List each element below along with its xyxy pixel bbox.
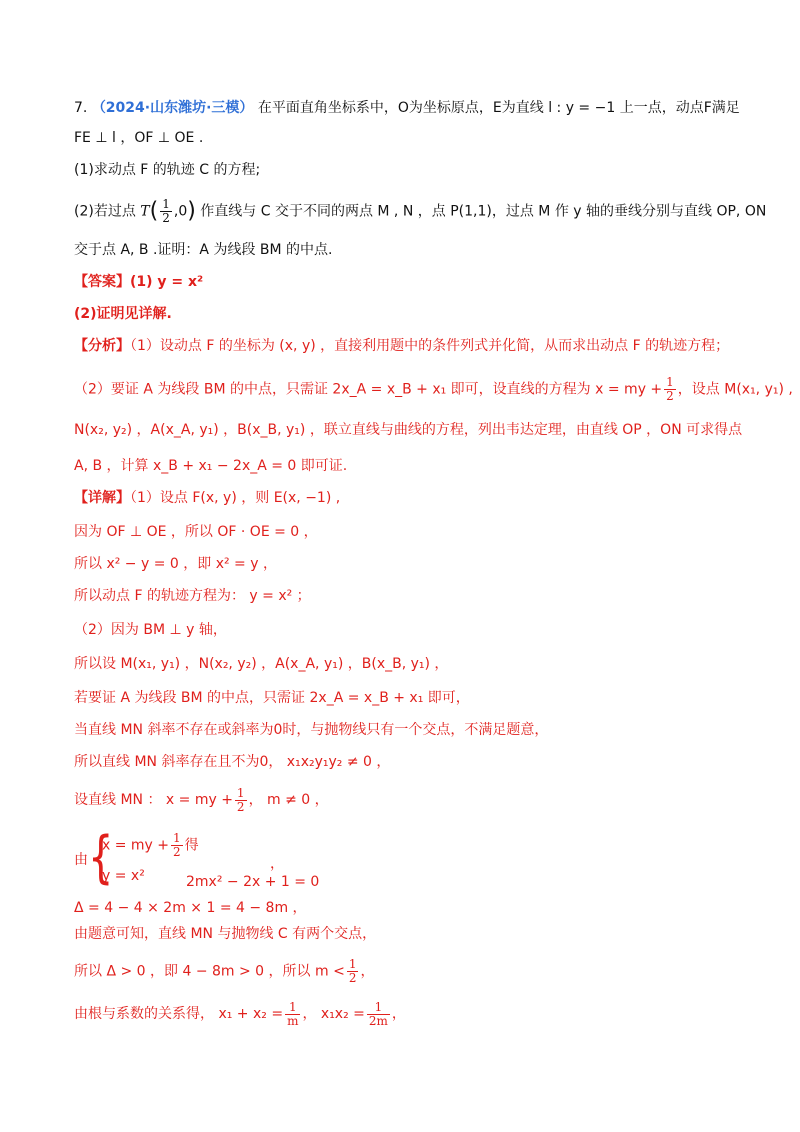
analysis-text-1: （1）设动点 F 的坐标为 (x, y) ，直接利用题中的条件列式并化简，从而求出动点 F 的轨迹方程； (130, 338, 730, 354)
analysis-line-2 (74, 376, 793, 403)
fraction-one-half: $\frac{1}{2}$ (173, 831, 181, 859)
detail-text-13: 由题意可知，直线 MN 与抛物线 C 有两个交点， (74, 926, 377, 942)
analysis-line-1 (74, 336, 729, 356)
analysis-text-2a: （2）要证 A 为线段 BM 的中点，只需证 2x_A = x_B + x₁ 即可，设直线的方程为 x = my + (74, 381, 663, 398)
detail-text-12: Δ = 4 − 4 × 2m × 1 = 4 − 8m ， (74, 900, 307, 916)
fraction-one-half: $\frac{1}{2}$ (348, 957, 357, 985)
detail-text-15b: ， x₁x₂ = (302, 1006, 365, 1022)
detail-text-14b: ， (360, 963, 375, 980)
detail-text-7: 若要证 A 为线段 BM 的中点，只需证 2x_A = x_B + x₁ 即可， (74, 690, 470, 706)
detail-text-5: （2）因为 BM ⊥ y 轴， (74, 622, 227, 638)
detail-text-8: 当直线 MN 斜率不存在或斜率为0时，与抛物线只有一个交点，不满足题意， (74, 722, 549, 738)
problem-source: （2024·山东潍坊·三模） (91, 100, 254, 116)
fraction-one-half: $\frac{1}{2}$ (666, 375, 674, 403)
detail-text-2: 因为 OF ⊥ OE ，所以 OF · OE = 0 ， (74, 524, 318, 540)
answer-1: (1) y = x² (130, 274, 204, 290)
fraction-one-over-2m: $\frac{1}{2m}$ (368, 999, 388, 1028)
detail-text-10a: 设直线 MN ： x = my + (74, 792, 233, 808)
fraction-one-over-m: $\frac{1}{m}$ (287, 999, 299, 1028)
system-row-2: y = x² (102, 868, 145, 884)
system-de: 得 (184, 837, 199, 854)
system-row-1: x = my + $\frac{1}{2}$ 得 (102, 831, 199, 859)
question-1: (1)求动点 F 的轨迹 C 的方程; (74, 162, 261, 178)
analysis-text-3: N(x₂, y₂) ，A(x_A, y₁) ，B(x_B, y₁) ，联立直线与曲线的方程，列出韦达定理，由直线 OP ，ON 可求得点 (74, 422, 743, 438)
detail-text-1: （1）设点 F(x, y) ，则 E(x, −1) , (130, 490, 341, 506)
analysis-text-2b: ，设点 M(x₁, y₁) , (677, 381, 793, 398)
question-2-line-1: (2)若过点 T( $\frac{1}{2}$ ,0) 作直线与 C 交于不同的两点 M , N ，点 P(1,1)，过点 M 作 y 轴的垂线分别与直线 OP, ON (74, 197, 767, 225)
detail-text-4: 所以动点 F 的轨迹方程为： y = x² ； (74, 588, 311, 604)
detail-line-15 (74, 1000, 406, 1028)
detail-line-14 (74, 958, 374, 985)
detail-line-10 (74, 786, 329, 814)
point-T: T (140, 203, 150, 220)
problem-stem-2: FE ⊥ l ，OF ⊥ OE . (74, 130, 204, 146)
detail-text-you: 由 (74, 852, 88, 868)
left-brace-icon: { (88, 825, 114, 891)
system-result: 2mx² − 2x + 1 = 0 (186, 874, 320, 890)
analysis-label: 【分析】 (74, 338, 130, 354)
detail-text-6: 所以设 M(x₁, y₁) ，N(x₂, y₂) ，A(x_A, y₁) ，B(x_B, y₁) ， (74, 656, 449, 672)
detail-line-1 (74, 488, 340, 508)
problem-line-1 (74, 98, 740, 118)
answer-line-1 (74, 272, 203, 292)
problem-stem-1: 在平面直角坐标系中，O为坐标原点，E为直线 l : y = −1 上一点，动点F满足 (257, 100, 740, 116)
answer-label: 【答案】 (74, 274, 130, 290)
detail-text-14a: 所以 Δ > 0 ，即 4 − 8m > 0 ，所以 m < (74, 963, 345, 980)
answer-2: (2)证明见详解. (74, 306, 172, 322)
detail-text-9: 所以直线 MN 斜率存在且不为0， x₁x₂y₁y₂ ≠ 0 ， (74, 754, 391, 770)
question-2-text: 作直线与 C 交于不同的两点 M , N ，点 P(1,1)，过点 M 作 y 轴的垂线分别与直线 OP, ON (200, 203, 767, 220)
fraction-one-half: $\frac{1}{2}$ (162, 197, 170, 225)
system-comma: ， (270, 856, 284, 872)
detail-label: 【详解】 (74, 490, 130, 506)
detail-text-15c: ， (391, 1006, 406, 1022)
question-2-prefix: (2)若过点 (74, 203, 136, 220)
analysis-text-4: A, B ，计算 x_B + x₁ − 2x_A = 0 即可证. (74, 458, 348, 474)
detail-text-10b: ， m ≠ 0 ， (248, 792, 329, 808)
detail-text-3: 所以 x² − y = 0 ，即 x² = y ， (74, 556, 277, 572)
problem-number: 7. (74, 100, 88, 116)
question-2-line-2: 交于点 A, B .证明：A 为线段 BM 的中点. (74, 242, 333, 258)
fraction-one-half: $\frac{1}{2}$ (236, 785, 245, 814)
detail-text-15a: 由根与系数的关系得， x₁ + x₂ = (74, 1006, 284, 1022)
